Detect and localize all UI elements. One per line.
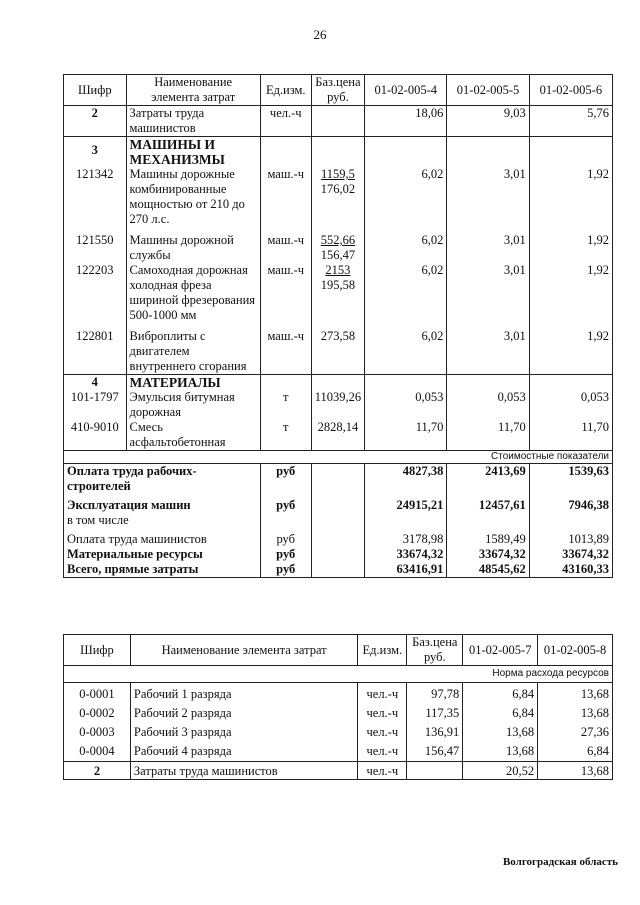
table-row: 0-0003 Рабочий 3 разряда чел.-ч 136,91 13,68 27,36: [64, 721, 613, 740]
section-header-materials: 4 МАТЕРИАЛЫ: [64, 375, 613, 391]
cost-indicators-header: Стоимостные показатели: [64, 451, 613, 464]
header-unit: Ед.изм.: [358, 635, 407, 666]
resource-table-2: [63, 634, 613, 780]
table-row: 0-0001 Рабочий 1 разряда чел.-ч 97,78 6,84 13,68: [64, 683, 613, 703]
header-name: Наименование элемента затрат: [130, 635, 357, 666]
header-name: Наименование элемента затрат: [126, 75, 260, 106]
table-header: [64, 635, 613, 666]
header-col1: 01-02-005-4: [365, 75, 447, 106]
table-header: [64, 75, 613, 106]
page-number: 26: [313, 27, 327, 42]
table-row: 2 Затраты труда машинистов чел.-ч 18,06 9,03 5,76: [64, 106, 613, 137]
header-price: Баз.цена руб.: [311, 75, 364, 106]
summary-row: Эксплуатация машин руб 24915,21 12457,61 7946,38: [64, 494, 613, 513]
table-row: 122203 Самоходная дорожная холодная фреза шириной фрезерования 500-1000 мм маш.-ч 2153 195,58 6,02 3,01 1,92: [64, 263, 613, 329]
summary-subrow: в том числе: [64, 513, 613, 528]
header-col3: 01-02-005-6: [529, 75, 612, 106]
region-footer: Волгоградская область: [502, 856, 618, 868]
table-row: 121550 Машины дорожной службы маш.-ч 552,66 156,47 6,02 3,01 1,92: [64, 233, 613, 263]
section-header-machines: 3 МАШИНЫ И МЕХАНИЗМЫ: [64, 137, 613, 168]
resource-table-1: [63, 74, 613, 578]
summary-row: Материальные ресурсы руб 33674,32 33674,32 33674,32: [64, 547, 613, 562]
header-col2: 01-02-005-8: [538, 635, 613, 666]
summary-row: Оплата труда рабочих-строителей руб 4827,38 2413,69 1539,63: [64, 464, 613, 495]
norm-header: Норма расхода ресурсов: [64, 666, 613, 683]
header-col2: 01-02-005-5: [447, 75, 529, 106]
table-row: 122801 Виброплиты с двигателем внутреннего сгорания маш.-ч 273,58 6,02 3,01 1,92: [64, 329, 613, 375]
table-row: 2 Затраты труда машинистов чел.-ч 20,52 13,68: [64, 762, 613, 780]
table-row: 101-1797 Эмульсия битумная дорожная т 11039,26 0,053 0,053 0,053: [64, 390, 613, 420]
header-unit: Ед.изм.: [260, 75, 311, 106]
header-code: Шифр: [64, 75, 127, 106]
header-price: Баз.цена руб.: [407, 635, 463, 666]
table-row: 410-9010 Смесь асфальтобетонная т 2828,14 11,70 11,70 11,70: [64, 420, 613, 451]
summary-row-total: Всего, прямые затраты руб 63416,91 48545,62 43160,33: [64, 562, 613, 578]
summary-row: Оплата труда машинистов руб 3178,98 1589,49 1013,89: [64, 528, 613, 547]
header-col1: 01-02-005-7: [463, 635, 538, 666]
table-row: 121342 Машины дорожные комбинированные мощностью от 210 до 270 л.с. маш.-ч 1159,5 176,02 6,02 3,01 1,92: [64, 167, 613, 233]
table-row: 0-0004 Рабочий 4 разряда чел.-ч 156,47 13,68 6,84: [64, 740, 613, 762]
table-row: 0-0002 Рабочий 2 разряда чел.-ч 117,35 6,84 13,68: [64, 702, 613, 721]
header-code: Шифр: [64, 635, 131, 666]
